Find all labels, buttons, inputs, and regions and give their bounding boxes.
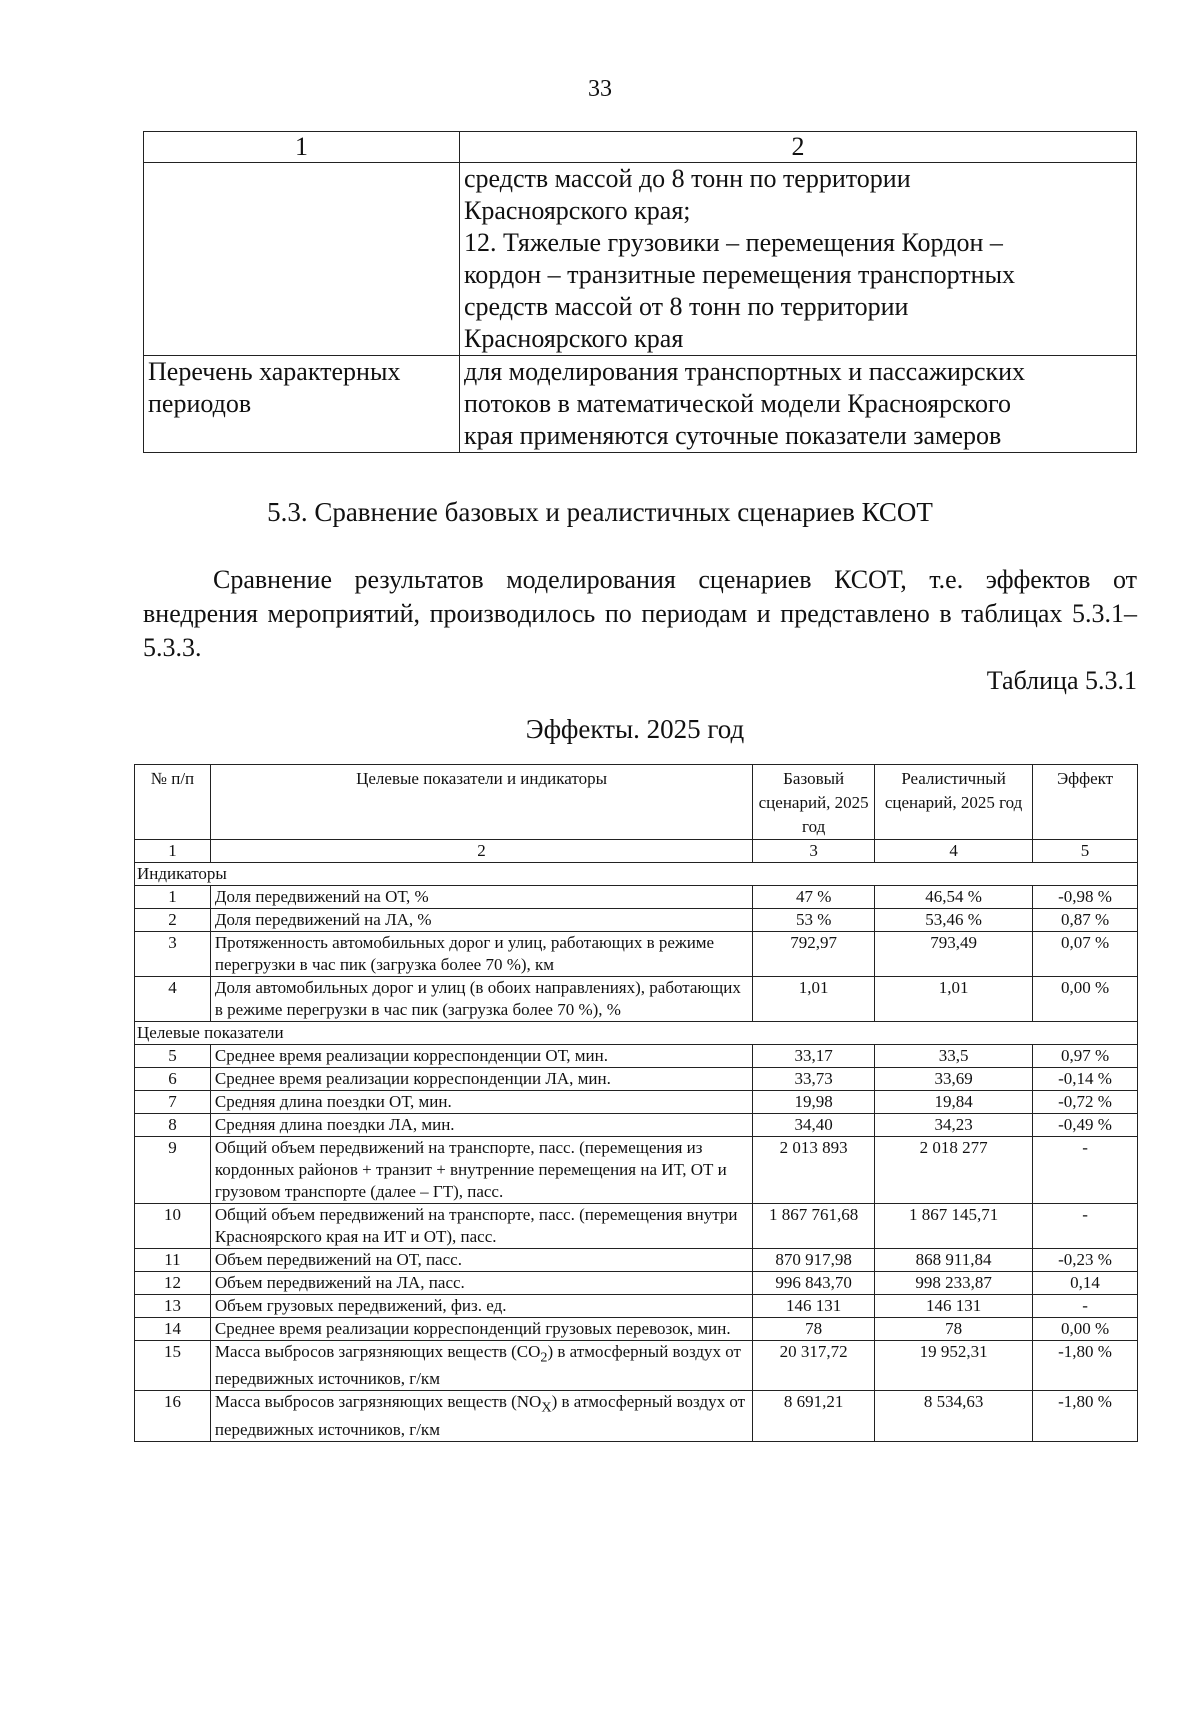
table-title: Эффекты. 2025 год [525, 714, 745, 744]
realistic-value: 46,54 % [875, 886, 1033, 909]
effect-value: 0,00 % [1033, 1318, 1138, 1341]
realistic-value: 19,84 [875, 1091, 1033, 1114]
row-number: 7 [135, 1091, 211, 1114]
text-line: Красноярского края; [464, 196, 691, 225]
effect-value: -0,98 % [1033, 886, 1138, 909]
text-line: для моделирования транспортных и пассажирских [464, 357, 1026, 386]
table-row [144, 163, 1137, 356]
row-number: 5 [135, 1045, 211, 1068]
base-value: 19,98 [753, 1091, 875, 1114]
table-row [135, 932, 1138, 977]
continuation-table [143, 131, 1137, 453]
row-number: 13 [135, 1295, 211, 1318]
periods-value-cell [460, 356, 1137, 453]
text-line: кордон – транзитные перемещения транспортных [464, 260, 1016, 289]
base-value: 2 013 893 [753, 1137, 875, 1204]
row-number: 12 [135, 1272, 211, 1295]
base-value: 53 % [753, 909, 875, 932]
table-row [135, 1318, 1138, 1341]
row-number: 9 [135, 1137, 211, 1204]
row-number: 8 [135, 1114, 211, 1137]
indicator-name: Объем грузовых передвижений, физ. ед. [210, 1295, 752, 1318]
indicator-name: Среднее время реализации корреспонденций грузовых перевозок, мин. [210, 1318, 752, 1341]
table-header-row [135, 765, 1138, 840]
column-number-2: 2 [460, 132, 1137, 163]
effect-value: -0,23 % [1033, 1249, 1138, 1272]
realistic-value: 8 534,63 [875, 1391, 1033, 1441]
indicator-name: Средняя длина поездки ЛА, мин. [210, 1114, 752, 1137]
group-row-targets [135, 1022, 1138, 1045]
text-line: периодов [148, 389, 252, 418]
base-value: 47 % [753, 886, 875, 909]
effect-value: -1,80 % [1033, 1391, 1138, 1441]
realistic-value: 53,46 % [875, 909, 1033, 932]
row-number: 4 [135, 977, 211, 1022]
effect-value: 0,97 % [1033, 1045, 1138, 1068]
effect-value: - [1033, 1137, 1138, 1204]
table-row [135, 1391, 1138, 1441]
effect-value: -0,14 % [1033, 1068, 1138, 1091]
chemical-subscript: 2 [540, 1349, 548, 1366]
indicator-name: Среднее время реализации корреспонденции ОТ, мин. [210, 1045, 752, 1068]
column-number: 1 [135, 840, 211, 863]
column-number-1: 1 [144, 132, 460, 163]
realistic-value: 146 131 [875, 1295, 1033, 1318]
indicator-name: Общий объем передвижений на транспорте, пасс. (перемещения внутри Красноярского края на ИТ и ОТ), пасс. [210, 1204, 752, 1249]
table-row [135, 1341, 1138, 1391]
indicator-name [210, 1341, 752, 1391]
realistic-value: 78 [875, 1318, 1033, 1341]
base-value: 146 131 [753, 1295, 875, 1318]
effect-value: 0,14 [1033, 1272, 1138, 1295]
indicator-name [210, 1391, 752, 1441]
realistic-value: 793,49 [875, 932, 1033, 977]
row-number: 11 [135, 1249, 211, 1272]
realistic-value: 1,01 [875, 977, 1033, 1022]
base-value: 1 867 761,68 [753, 1204, 875, 1249]
column-numbers-row [135, 840, 1138, 863]
text-line: средств массой до 8 тонн по территории [464, 164, 911, 193]
indicator-name: Объем передвижений на ОТ, пасс. [210, 1249, 752, 1272]
table-row [135, 909, 1138, 932]
column-number: 3 [753, 840, 875, 863]
indicator-name: Доля передвижений на ОТ, % [210, 886, 752, 909]
row-number: 6 [135, 1068, 211, 1091]
row-number: 15 [135, 1341, 211, 1391]
realistic-value: 868 911,84 [875, 1249, 1033, 1272]
indicator-name-part: ) в атмосферный воздух от передвижных источников, г/км [214, 1342, 741, 1389]
effect-value: - [1033, 1204, 1138, 1249]
effects-table [134, 764, 1138, 1442]
indicator-name-part: Масса выбросов загрязняющих веществ (CO [214, 1342, 541, 1361]
header-number: № п/п [135, 765, 211, 840]
effect-value: -0,72 % [1033, 1091, 1138, 1114]
base-value: 34,40 [753, 1114, 875, 1137]
base-value: 20 317,72 [753, 1341, 875, 1391]
chemical-subscript: X [541, 1399, 552, 1416]
base-value: 33,17 [753, 1045, 875, 1068]
text-line: потоков в математической модели Красноярского [464, 389, 1011, 418]
section-heading: 5.3. Сравнение базовых и реалистичных сценариев КСОТ [267, 497, 933, 527]
text-line: Перечень характерных [148, 357, 401, 386]
table-row [135, 1091, 1138, 1114]
indicator-name: Доля передвижений на ЛА, % [210, 909, 752, 932]
table-row [135, 1249, 1138, 1272]
effect-value: -1,80 % [1033, 1341, 1138, 1391]
group-label: Индикаторы [135, 863, 1138, 886]
row-number: 1 [135, 886, 211, 909]
text-line: Красноярского края [464, 324, 684, 353]
text-line: средств массой от 8 тонн по территории [464, 292, 909, 321]
realistic-value: 1 867 145,71 [875, 1204, 1033, 1249]
table-row [135, 886, 1138, 909]
header-indicator: Целевые показатели и индикаторы [210, 765, 752, 840]
table-row [135, 1204, 1138, 1249]
table-row [135, 1068, 1138, 1091]
table-row [135, 1045, 1138, 1068]
effect-value: - [1033, 1295, 1138, 1318]
base-value: 8 691,21 [753, 1391, 875, 1441]
indicator-name-part: Масса выбросов загрязняющих веществ (NO [214, 1392, 542, 1412]
base-value: 870 917,98 [753, 1249, 875, 1272]
base-value: 1,01 [753, 977, 875, 1022]
indicator-name: Средняя длина поездки ОТ, мин. [210, 1091, 752, 1114]
row-number: 14 [135, 1318, 211, 1341]
row-number: 2 [135, 909, 211, 932]
indicator-name: Общий объем передвижений на транспорте, пасс. (перемещения из кордонных районов + транзит + внутренние перемещения на ИТ, ОТ и грузовом транспорте (далее – ГТ), пасс. [210, 1137, 752, 1204]
table-label: Таблица 5.3.1 [986, 666, 1137, 695]
periods-label-cell [144, 356, 460, 453]
effect-value: -0,49 % [1033, 1114, 1138, 1137]
base-value: 996 843,70 [753, 1272, 875, 1295]
realistic-value: 33,5 [875, 1045, 1033, 1068]
header-base: Базовый сценарий, 2025 год [753, 765, 875, 840]
group-row-indicators [135, 863, 1138, 886]
realistic-value: 19 952,31 [875, 1341, 1033, 1391]
indicator-name: Объем передвижений на ЛА, пасс. [210, 1272, 752, 1295]
text-line: края применяются суточные показатели замеров [464, 421, 1002, 450]
text-line: 12. Тяжелые грузовики – перемещения Кордон – [464, 228, 1003, 257]
header-realistic: Реалистичный сценарий, 2025 год [875, 765, 1033, 840]
realistic-value: 34,23 [875, 1114, 1033, 1137]
row-number: 3 [135, 932, 211, 977]
table-header-row [144, 132, 1137, 163]
effect-value: 0,00 % [1033, 977, 1138, 1022]
table-row [135, 1272, 1138, 1295]
group-label: Целевые показатели [135, 1022, 1138, 1045]
table-row [135, 1137, 1138, 1204]
table-row [135, 977, 1138, 1022]
page-number: 33 [588, 76, 612, 102]
table-row [135, 1114, 1138, 1137]
indicator-name-part: ) в атмосферный воздух от передвижных источников, г/км [214, 1392, 746, 1439]
effect-value: 0,87 % [1033, 909, 1138, 932]
empty-cell [144, 163, 460, 356]
column-number: 5 [1033, 840, 1138, 863]
indicator-name: Среднее время реализации корреспонденции ЛА, мин. [210, 1068, 752, 1091]
table-row [135, 1295, 1138, 1318]
vehicle-types-cell [460, 163, 1137, 356]
base-value: 33,73 [753, 1068, 875, 1091]
row-number: 16 [135, 1391, 211, 1441]
table-row [144, 356, 1137, 453]
indicator-name: Протяженность автомобильных дорог и улиц, работающих в режиме перегрузки в час пик (загрузка более 70 %), км [210, 932, 752, 977]
base-value: 792,97 [753, 932, 875, 977]
realistic-value: 33,69 [875, 1068, 1033, 1091]
realistic-value: 998 233,87 [875, 1272, 1033, 1295]
intro-paragraph: Сравнение результатов моделирования сценариев КСОТ, т.е. эффектов от внедрения мероприятий, производилось по периодам и представлено в таблицах 5.3.1–5.3.3. [143, 565, 1137, 662]
header-effect: Эффект [1033, 765, 1138, 840]
effect-value: 0,07 % [1033, 932, 1138, 977]
realistic-value: 2 018 277 [875, 1137, 1033, 1204]
row-number: 10 [135, 1204, 211, 1249]
indicator-name: Доля автомобильных дорог и улиц (в обоих направлениях), работающих в режиме перегрузки в час пик (загрузка более 70 %), % [210, 977, 752, 1022]
column-number: 2 [210, 840, 752, 863]
column-number: 4 [875, 840, 1033, 863]
base-value: 78 [753, 1318, 875, 1341]
